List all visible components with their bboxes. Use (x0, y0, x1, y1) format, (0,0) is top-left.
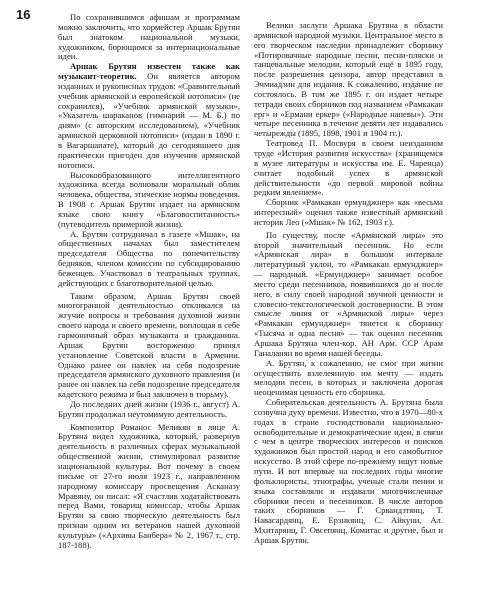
paragraph: А. Брутян сотрудничал в газете «Мшак», на общественных началах был заместителем председателя Общества по попечительству бедняков, членом комиссии по субсидированию беженцев. Участвовал в театральных труппах, действующих с благотворительной целью. (58, 228, 240, 288)
paragraph-body: Он является автором изданных и рукописных трудов: «Сравнительный учебник армянской и европейской нотописи» (не сохранился), «Учебник армянской музыки», «Указатель шараканов (гимнарий — М. Б.) по дням» (с авторским исследованием), «Учебник армянской церковной нотописи» (издан в 1890 г. в Вагаршапате), который до сегодняшнего дня практически пригоден для изучения армянской нотописи. (58, 71, 240, 170)
page-number: 16 (16, 7, 31, 22)
right-column (254, 21, 443, 546)
paragraph: Собирательская деятельность А. Брутяна была созвучна духу времени. Известно, что в 1970—80-х годах в стране господствовали национально-освободительные и демократические идеи, в связи с чем в центре творческих интересов и поисков художников был простой народ и его самобытное искусство. В этой сфере по-прежнему ищут новые пути. И вот впервые на последних годы многие фольклористы, этнографы, ученые стали пении и языка составляли и издавали многочисленные сборники песен и песенников. В числе авторов таких сборников — Г. Срвандзтянц, Т. Навасардянц, Е. Ерзнкянц, С. Айкуни, Ал. Мхитарянц, Г. Овсепянц, Комитас и другие, был и Аршак Брутян. (254, 397, 443, 545)
paragraph: Таким образом, Аршак Брутян своей многогранной деятельностью откликался на жгучие вопросы и требования духовной жизни своего народа и своего времени, воплощая в себе гармоничный образ музыканта и гражданина. Аршак Брутян восторженно принял установление Советской власти в Армении. Однако ранее он навлек на себя подозрение председателя армянского духовного правления (и ранее он навлек на себя подозрение председателя кадетского режима и был заключен в тюрьму). (58, 290, 240, 400)
paragraph: Композитор Романос Меликян в лице А. Брутяна видел художника, который, развернув деятельность в различных сферах музыкальной общественной жизни, стимулировал развитие национальной культуры. Вот почему в своем письме от 27-го июля 1923 г., направленном народному комиссару просвещения Асканазу Мравяну, он писал: «Я счастлив ходатайствовать перед Вами, товарищ комиссар, чтобы Аршак Брутян за свою творческую деятельность был признан одним из ветеранов нашей духовной культуры» («Архивы Банбера» № 2, 1967 г., стр. 187-188). (58, 421, 240, 550)
paragraph: Театровед П. Мосвуря в своем неизданном труде «История развития искусства» (хранящемся в музее литературы и искусства им. Е. Чаренца) считает подобный успех в армянской действительности «до первой мировой войны редким явлением». (254, 138, 443, 198)
paragraph: Высокообразованного интеллигентного художника всегда волновали моральный облик человека, общества, этические нормы поведения. В 1908 г. Аршак Брутян издает на армянском языке свою книгу «Благовоспитанность» (путеводитель примерной жизни). (58, 169, 240, 229)
paragraph: По существу, после «Армянской лиры» это второй значительный песенник. Но если «Армянская лира» в большом интервале литературный уклон, то «Рамкакан ермунджнер» — народный. «Ермунджнер» занимает особое место среди песенников, появившихся до и после него, в силу своей народной звучной ценности и словесно-текстологической достоверности. В этом смысле линия от «Армянской лиры» через «Рамкакан ермунджнер» тянется к сборнику «Тысяча и одна песня» — так оценил песенник Аршака Брутяна член-кор. АН Арм. ССР Арам Ганаланян во время нашей беседы. (254, 229, 443, 358)
paragraph: Сборник «Рамкакан ермунджнер» как «весьма интересный» оценил также известный армянский историк Лео («Мшак» № 162, 1903 г.). (254, 197, 443, 227)
paragraph: По сохранившимся афишам и программам можно заключить, что хормейстер Аршак Брутян был знатоком национальной музыки, художником, борющимся за интернациональные идеи. (58, 12, 240, 62)
paragraph (58, 62, 240, 170)
paragraph: Велики заслуги Аршака Брутяна в области армянской народной музыки. Центральное место в его творческом наследии принадлежит сборнику «Потировачные народные песни, песни-пляски и танцевальные мелодии, который ещё в 1895 году, после разрешения цензора, автор представил в Эчмиадзин для издания. К сожалению, издание не состоялось. В том же 1895 г. он издает четыре тетради своих сборников под названием «Рамкакан ерг» и «Ермани еркер» («Народные напевы»). Эти четыре песенника в течение девяти лет издавались четырежды (1895, 1898, 1901 и 1904 гг.). (254, 20, 443, 139)
paragraph-lead: Аршак Брутян известен также как музыкант-теоретик. (58, 61, 240, 82)
left-column (58, 13, 240, 551)
paragraph: А. Брутян, к сожалению, не смог при жизни осуществить взлелеянную им мечту — издать мелодии песен, в которых и заключена дорогая неоценимая ценность его сборника. (254, 357, 443, 398)
paragraph: До последних дней жизни (1936 г., август) А. Брутян продолжал неутомимую деятельность. (58, 398, 240, 419)
